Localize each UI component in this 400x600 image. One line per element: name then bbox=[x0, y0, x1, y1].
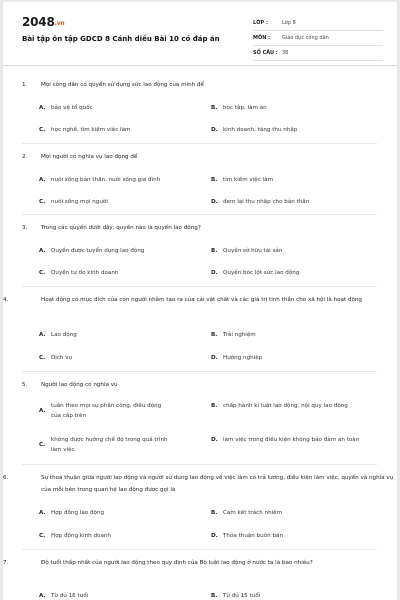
option-text: Quyền sở hữu tài sản bbox=[223, 248, 283, 254]
answer-option[interactable] bbox=[211, 435, 368, 445]
option-letter: C. bbox=[39, 533, 46, 539]
meta-label: MÔN : bbox=[253, 35, 271, 41]
option-letter: D. bbox=[211, 199, 218, 205]
option-letter: B. bbox=[211, 105, 218, 111]
option-letter: A. bbox=[39, 408, 46, 414]
question-number: 7. bbox=[3, 560, 9, 566]
option-text: tuân theo mọi sự phân công, điều động của cấp trên bbox=[51, 403, 162, 419]
option-letter: C. bbox=[39, 355, 46, 361]
question-divider bbox=[22, 464, 377, 465]
option-letter: D. bbox=[211, 437, 218, 443]
answer-option[interactable] bbox=[39, 330, 193, 340]
option-text: nuôi sống bản thân, nuôi sống gia đình bbox=[51, 177, 161, 183]
question-body: Mọi công dân có quyền sử dụng sức lao động của mình để bbox=[41, 82, 204, 88]
option-text: Quyền tự do kinh doanh bbox=[51, 270, 119, 276]
option-text: Hợp đồng kinh doanh bbox=[51, 533, 111, 539]
option-letter: A. bbox=[39, 177, 46, 183]
answer-option[interactable] bbox=[211, 175, 365, 185]
question-body: Sự thoả thuận giữa người lao động và người sử dụng lao động về việc làm có trả lương, điều kiện làm việc, quyền và nghĩa vụ của mỗi bên trong quan hệ lao động được gọi là bbox=[41, 475, 394, 493]
option-text: không được hưởng chế độ trong quá trình làm việc bbox=[51, 437, 168, 453]
option-text: Hợp đồng lao động bbox=[51, 510, 105, 516]
question-text bbox=[3, 294, 396, 306]
meta-label: LỚP : bbox=[253, 20, 268, 26]
option-letter: C. bbox=[39, 442, 46, 448]
option-letter: C. bbox=[39, 127, 46, 133]
question-divider bbox=[22, 143, 377, 144]
option-letter: B. bbox=[211, 403, 218, 409]
answer-option[interactable] bbox=[39, 401, 171, 421]
meta-class-row bbox=[253, 16, 383, 31]
question-text bbox=[3, 472, 396, 496]
answer-option[interactable] bbox=[211, 197, 365, 207]
answer-option[interactable] bbox=[39, 125, 193, 135]
option-text: Quyền bóc lột sức lao động bbox=[223, 270, 300, 276]
answer-option[interactable] bbox=[211, 103, 365, 113]
question-body: Trong các quyền dưới đây, quyền nào là quyền lao động? bbox=[41, 225, 201, 231]
option-text: Từ đủ 15 tuổi bbox=[223, 593, 261, 599]
option-letter: B. bbox=[211, 248, 218, 254]
document-header bbox=[3, 2, 397, 66]
question-text bbox=[3, 557, 396, 569]
option-letter: A. bbox=[39, 105, 46, 111]
question-text bbox=[22, 151, 377, 163]
option-text: chấp hành kỉ luật lao động, nội quy lao động bbox=[223, 403, 348, 409]
question-number: 3. bbox=[22, 225, 28, 231]
question-divider bbox=[22, 286, 377, 287]
document-meta bbox=[253, 16, 383, 61]
option-text: kinh doanh, tăng thu nhập bbox=[223, 127, 298, 133]
answer-option[interactable] bbox=[211, 330, 365, 340]
question-text bbox=[22, 379, 377, 391]
option-letter: D. bbox=[211, 127, 218, 133]
meta-value: Lớp 8 bbox=[282, 20, 296, 26]
question-body: Mọi người có nghĩa vụ lao động để bbox=[41, 154, 138, 160]
option-letter: D. bbox=[211, 533, 218, 539]
question-divider bbox=[22, 214, 377, 215]
question-divider bbox=[22, 549, 377, 550]
question-number: 2. bbox=[22, 154, 28, 160]
answer-option[interactable] bbox=[39, 353, 193, 363]
meta-label: SỐ CÂU : bbox=[253, 50, 278, 56]
option-text: Quyền được tuyển dụng lao động bbox=[51, 248, 145, 254]
document-page bbox=[3, 2, 397, 600]
option-text: Hướng nghiệp bbox=[223, 355, 263, 361]
answer-option[interactable] bbox=[39, 268, 193, 278]
option-letter: D. bbox=[211, 270, 218, 276]
question-body: Người lao động có nghĩa vụ bbox=[41, 382, 118, 388]
option-letter: D. bbox=[211, 355, 218, 361]
meta-value: 38 bbox=[282, 50, 289, 56]
answer-option[interactable] bbox=[211, 268, 365, 278]
option-text: Thỏa thuận buôn bán bbox=[223, 533, 283, 539]
answer-option[interactable] bbox=[211, 531, 365, 541]
answer-option[interactable] bbox=[211, 401, 368, 411]
meta-subject-row bbox=[253, 31, 383, 46]
question-text bbox=[22, 79, 377, 91]
option-text: Từ đủ 16 tuổi bbox=[51, 593, 89, 599]
option-text: làm việc trong điều kiện không bảo đảm an toàn bbox=[223, 437, 360, 443]
answer-option[interactable] bbox=[39, 246, 193, 256]
option-letter: B. bbox=[211, 510, 218, 516]
option-text: Dịch vụ bbox=[51, 355, 73, 361]
answer-option[interactable] bbox=[211, 125, 365, 135]
answer-option[interactable] bbox=[39, 197, 193, 207]
option-letter: B. bbox=[211, 593, 218, 599]
answer-option[interactable] bbox=[39, 508, 193, 518]
option-text: tìm kiếm việc làm bbox=[223, 177, 274, 183]
question-body: Độ tuổi thấp nhất của người lao động theo quy định của Bộ luật lao động ở nước ta là bao nhiêu? bbox=[41, 560, 313, 566]
document-title: Bài tập ôn tập GDCD 8 Cánh diều Bài 10 có đáp án bbox=[22, 35, 220, 43]
option-text: nuôi sống mọi người bbox=[51, 199, 108, 205]
option-letter: A. bbox=[39, 510, 46, 516]
question-text bbox=[22, 222, 377, 234]
answer-option[interactable] bbox=[39, 103, 193, 113]
answer-option[interactable] bbox=[211, 246, 365, 256]
answer-option[interactable] bbox=[39, 435, 176, 455]
option-letter: A. bbox=[39, 248, 46, 254]
option-letter: A. bbox=[39, 593, 46, 599]
question-number: 4. bbox=[3, 297, 9, 303]
answer-option[interactable] bbox=[39, 531, 193, 541]
option-text: Lao động bbox=[51, 332, 77, 338]
option-letter: B. bbox=[211, 177, 218, 183]
option-letter: C. bbox=[39, 199, 46, 205]
answer-option[interactable] bbox=[211, 508, 365, 518]
option-text: học nghề, tìm kiếm việc làm bbox=[51, 127, 131, 133]
option-text: Cam kết trách nhiệm bbox=[223, 510, 283, 516]
option-letter: B. bbox=[211, 332, 218, 338]
site-logo[interactable] bbox=[22, 15, 64, 29]
answer-option[interactable] bbox=[39, 591, 193, 600]
option-text: bảo vệ tổ quốc bbox=[51, 105, 93, 111]
question-body: Hoạt động có mục đích của con người nhằm tạo ra của cải vật chất và các giá trị tinh thần cho xã hội là hoạt động bbox=[41, 297, 362, 303]
option-letter: C. bbox=[39, 270, 46, 276]
answer-option[interactable] bbox=[211, 591, 365, 600]
meta-count-row bbox=[253, 46, 383, 61]
meta-value: Giáo dục công dân bbox=[282, 35, 329, 41]
answer-option[interactable] bbox=[211, 353, 365, 363]
question-number: 6. bbox=[3, 475, 9, 481]
question-number: 1. bbox=[22, 82, 28, 88]
logo-main: 2048 bbox=[22, 15, 55, 29]
option-text: học tập, làm ăn bbox=[223, 105, 267, 111]
logo-suffix: .vn bbox=[54, 20, 65, 27]
option-letter: A. bbox=[39, 332, 46, 338]
question-divider bbox=[22, 371, 377, 372]
option-text: Trải nghiệm bbox=[223, 332, 256, 338]
option-text: đem lại thu nhập cho bản thân bbox=[223, 199, 310, 205]
answer-option[interactable] bbox=[39, 175, 193, 185]
question-number: 5. bbox=[22, 382, 28, 388]
